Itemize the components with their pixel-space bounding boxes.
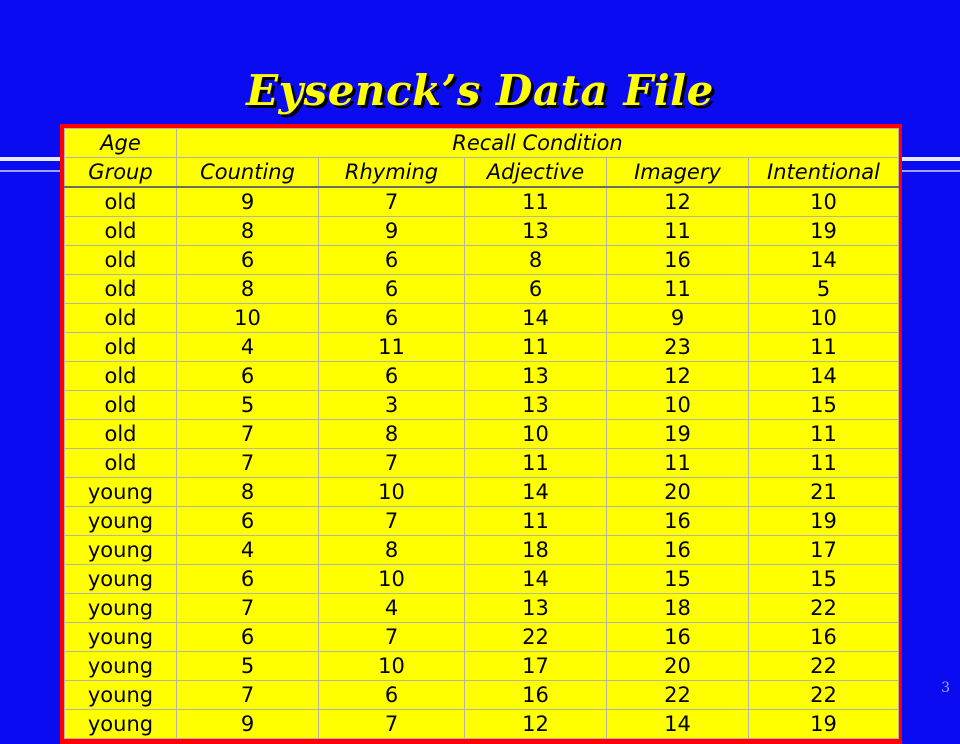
table-row: [65, 333, 899, 362]
table-cell: 15: [749, 391, 899, 420]
table-cell: 9: [177, 187, 319, 217]
table-cell: 11: [607, 275, 749, 304]
table-cell: 7: [177, 681, 319, 710]
table-row: [65, 652, 899, 681]
table-cell: 16: [749, 623, 899, 652]
table-cell: 6: [177, 565, 319, 594]
table-cell: 10: [319, 652, 465, 681]
table-cell: 5: [177, 391, 319, 420]
header-adjective: Adjective: [465, 158, 607, 188]
table-cell: 4: [177, 333, 319, 362]
table-cell: 20: [607, 652, 749, 681]
table-row: [65, 623, 899, 652]
table-cell: 8: [177, 478, 319, 507]
table-cell: 11: [749, 449, 899, 478]
table-row: [65, 710, 899, 739]
header-counting: Counting: [177, 158, 319, 188]
header-row: [65, 129, 899, 158]
table-cell: young: [65, 681, 177, 710]
table-cell: 17: [749, 536, 899, 565]
table-cell: 22: [749, 594, 899, 623]
table-cell: 14: [607, 710, 749, 739]
table-cell: 13: [465, 391, 607, 420]
table-cell: 16: [607, 246, 749, 275]
table-cell: 10: [177, 304, 319, 333]
table-cell: 12: [607, 362, 749, 391]
header-intentional: Intentional: [749, 158, 899, 188]
table-cell: 6: [177, 246, 319, 275]
header-age: Age: [65, 129, 177, 158]
table-cell: 7: [319, 710, 465, 739]
table-cell: 11: [465, 187, 607, 217]
table-cell: 6: [465, 275, 607, 304]
table-cell: 7: [319, 187, 465, 217]
table-row: [65, 304, 899, 333]
table-cell: 16: [607, 507, 749, 536]
table-cell: 22: [749, 681, 899, 710]
table-cell: 13: [465, 594, 607, 623]
table-cell: 12: [607, 187, 749, 217]
subheader-row: [65, 158, 899, 188]
table-cell: 10: [319, 478, 465, 507]
table-cell: 11: [607, 449, 749, 478]
table-cell: old: [65, 420, 177, 449]
table-cell: 18: [465, 536, 607, 565]
header-rhyming: Rhyming: [319, 158, 465, 188]
table-cell: 6: [319, 681, 465, 710]
data-table: [64, 128, 899, 739]
table-cell: 7: [319, 507, 465, 536]
table-cell: 12: [465, 710, 607, 739]
table-cell: 7: [319, 623, 465, 652]
table-cell: young: [65, 594, 177, 623]
table-cell: 5: [749, 275, 899, 304]
data-table-frame: [60, 124, 902, 744]
table-cell: 15: [749, 565, 899, 594]
table-cell: 13: [465, 362, 607, 391]
table-cell: 18: [607, 594, 749, 623]
table-cell: 14: [465, 478, 607, 507]
table-cell: 14: [465, 565, 607, 594]
table-cell: 11: [749, 333, 899, 362]
table-cell: 10: [749, 304, 899, 333]
table-cell: 20: [607, 478, 749, 507]
table-cell: 11: [607, 217, 749, 246]
table-row: [65, 391, 899, 420]
table-row: [65, 449, 899, 478]
table-cell: 11: [465, 333, 607, 362]
table-cell: old: [65, 217, 177, 246]
table-cell: 14: [749, 362, 899, 391]
table-cell: young: [65, 623, 177, 652]
table-cell: 21: [749, 478, 899, 507]
table-row: [65, 594, 899, 623]
table-cell: 8: [319, 420, 465, 449]
table-row: [65, 681, 899, 710]
table-cell: 10: [607, 391, 749, 420]
table-cell: 16: [465, 681, 607, 710]
table-cell: 7: [177, 594, 319, 623]
table-cell: young: [65, 478, 177, 507]
table-cell: 23: [607, 333, 749, 362]
table-cell: 4: [319, 594, 465, 623]
table-cell: 10: [465, 420, 607, 449]
table-row: [65, 420, 899, 449]
table-cell: old: [65, 362, 177, 391]
table-cell: 6: [177, 507, 319, 536]
table-row: [65, 187, 899, 217]
table-cell: 8: [465, 246, 607, 275]
table-cell: 10: [319, 565, 465, 594]
table-cell: 13: [465, 217, 607, 246]
table-cell: young: [65, 565, 177, 594]
table-cell: young: [65, 652, 177, 681]
table-cell: 7: [177, 449, 319, 478]
table-cell: 16: [607, 623, 749, 652]
table-cell: 3: [319, 391, 465, 420]
table-cell: 17: [465, 652, 607, 681]
table-cell: old: [65, 333, 177, 362]
table-row: [65, 275, 899, 304]
table-cell: 6: [177, 362, 319, 391]
table-cell: 9: [607, 304, 749, 333]
table-row: [65, 246, 899, 275]
table-cell: 11: [465, 507, 607, 536]
table-cell: 14: [749, 246, 899, 275]
table-row: [65, 478, 899, 507]
slide-title: Eysenck’s Data File: [246, 66, 714, 115]
table-cell: 6: [319, 275, 465, 304]
table-row: [65, 507, 899, 536]
table-cell: 6: [319, 362, 465, 391]
table-cell: 4: [177, 536, 319, 565]
table-cell: 19: [749, 507, 899, 536]
table-cell: 9: [319, 217, 465, 246]
table-cell: 22: [607, 681, 749, 710]
table-row: [65, 536, 899, 565]
table-cell: 8: [177, 275, 319, 304]
table-cell: 7: [319, 449, 465, 478]
table-cell: old: [65, 246, 177, 275]
table-cell: old: [65, 187, 177, 217]
table-cell: old: [65, 391, 177, 420]
table-cell: 5: [177, 652, 319, 681]
table-cell: 19: [607, 420, 749, 449]
table-cell: 6: [319, 246, 465, 275]
table-cell: 11: [749, 420, 899, 449]
table-cell: old: [65, 304, 177, 333]
table-cell: 6: [319, 304, 465, 333]
table-cell: young: [65, 710, 177, 739]
table-cell: 6: [177, 623, 319, 652]
table-cell: 8: [319, 536, 465, 565]
table-cell: 7: [177, 420, 319, 449]
header-group: Group: [65, 158, 177, 188]
table-row: [65, 362, 899, 391]
table-cell: 16: [607, 536, 749, 565]
table-cell: 10: [749, 187, 899, 217]
table-cell: young: [65, 536, 177, 565]
header-imagery: Imagery: [607, 158, 749, 188]
table-cell: young: [65, 507, 177, 536]
table-cell: 22: [465, 623, 607, 652]
table-cell: old: [65, 275, 177, 304]
table-cell: 19: [749, 710, 899, 739]
header-recall-condition: Recall Condition: [177, 129, 899, 158]
table-cell: 11: [319, 333, 465, 362]
table-cell: old: [65, 449, 177, 478]
table-cell: 22: [749, 652, 899, 681]
table-row: [65, 217, 899, 246]
table-cell: 8: [177, 217, 319, 246]
table-row: [65, 565, 899, 594]
table-cell: 9: [177, 710, 319, 739]
table-cell: 15: [607, 565, 749, 594]
table-cell: 14: [465, 304, 607, 333]
slide-number: 3: [941, 680, 950, 696]
table-cell: 19: [749, 217, 899, 246]
table-cell: 11: [465, 449, 607, 478]
